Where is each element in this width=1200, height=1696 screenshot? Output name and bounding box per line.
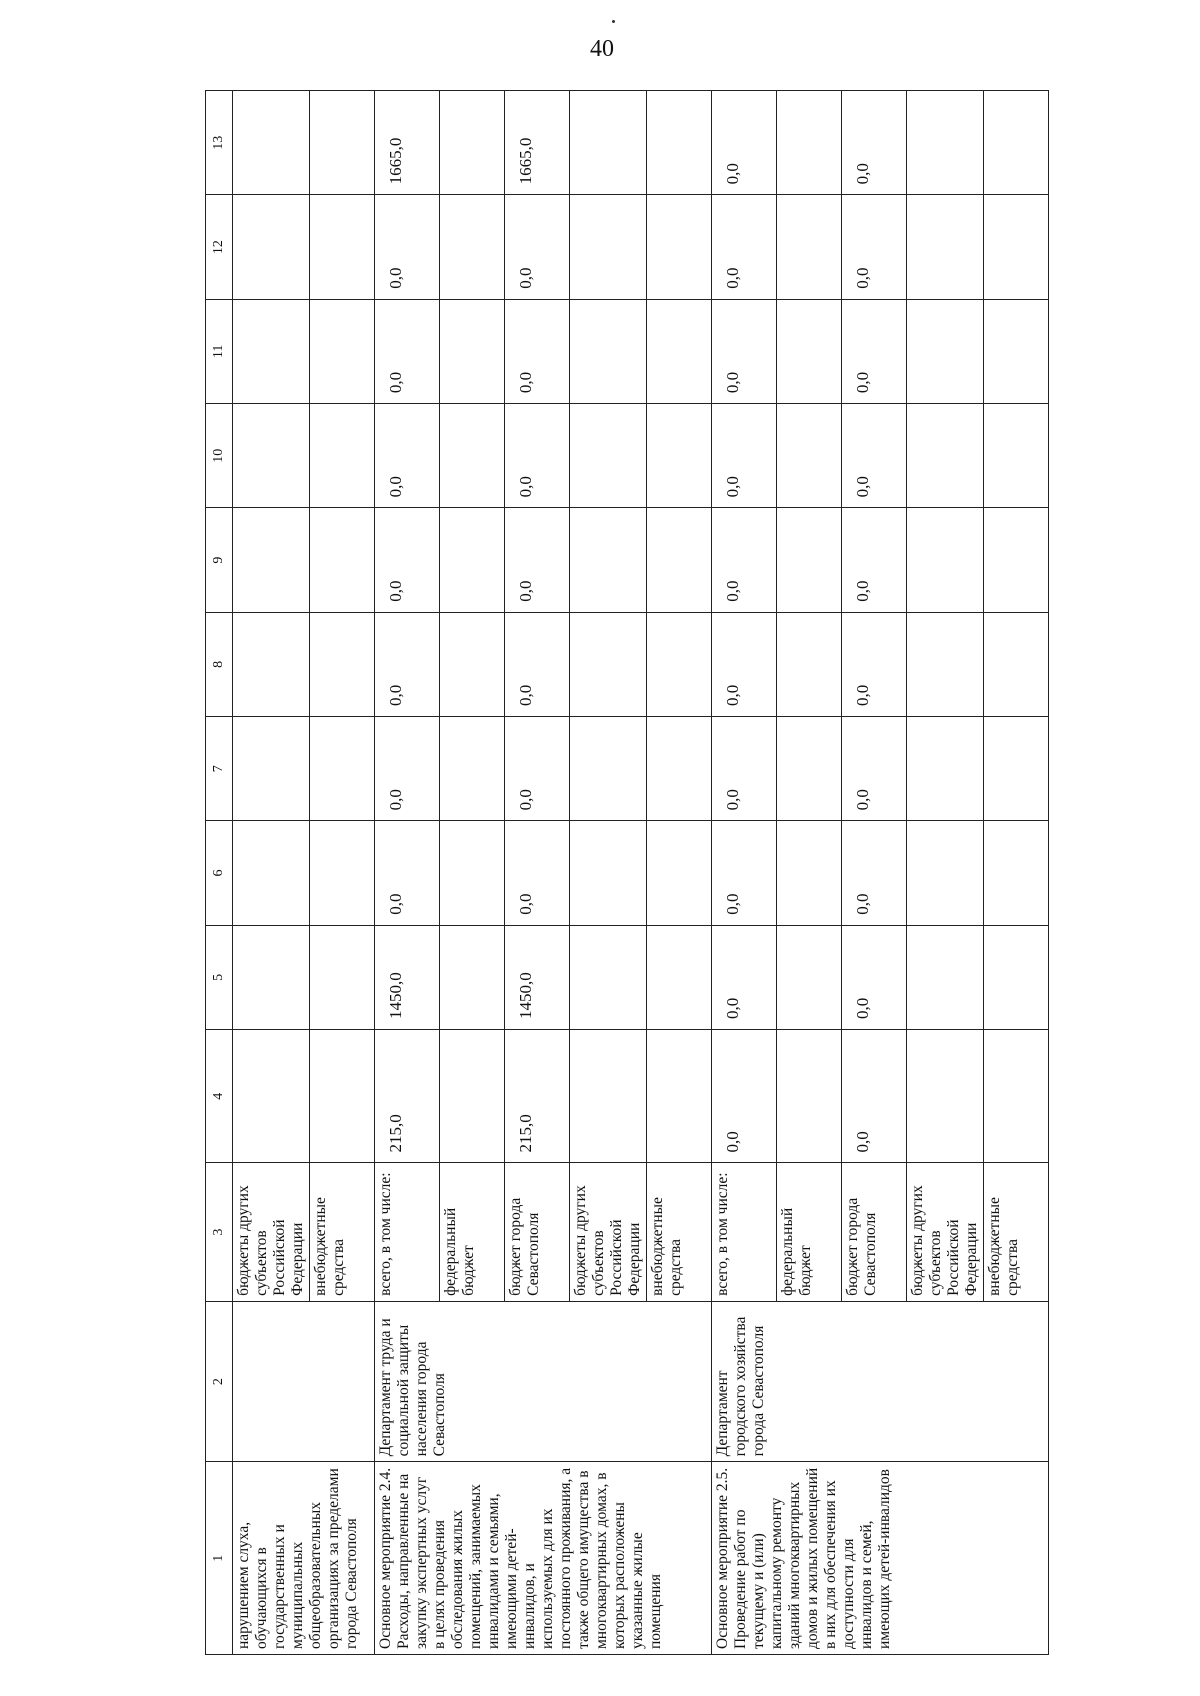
amount-cell: 0,0 bbox=[375, 299, 440, 403]
amount-cell bbox=[233, 717, 310, 821]
amount-cell bbox=[777, 508, 842, 612]
amount-cell bbox=[310, 91, 375, 195]
amount-cell bbox=[310, 1030, 375, 1163]
amount-cell bbox=[310, 195, 375, 299]
table-row bbox=[375, 91, 440, 1655]
amount-cell: 0,0 bbox=[375, 508, 440, 612]
amount-cell bbox=[310, 404, 375, 508]
amount-cell bbox=[310, 508, 375, 612]
amount-cell: 0,0 bbox=[712, 717, 777, 821]
funding-source-cell: бюджет города Севастополя bbox=[842, 1163, 907, 1301]
amount-cell bbox=[984, 91, 1049, 195]
measure-name-cell: Основное мероприятие 2.5. Проведение работ по текущему и (или) капитальному ремонту зданий многоквартирных домов и жилых помещений в них для обеспечения их доступности для инвалидов и семей, имеющих детей-инвалидов bbox=[712, 1462, 1049, 1655]
amount-cell bbox=[647, 821, 712, 925]
amount-cell bbox=[984, 717, 1049, 821]
header-row bbox=[206, 91, 233, 1655]
amount-cell bbox=[907, 612, 984, 716]
amount-cell: 215,0 bbox=[505, 1030, 570, 1163]
amount-cell bbox=[233, 299, 310, 403]
amount-cell bbox=[233, 925, 310, 1029]
funding-source-cell: всего, в том числе: bbox=[712, 1163, 777, 1301]
amount-cell bbox=[647, 1030, 712, 1163]
amount-cell bbox=[984, 404, 1049, 508]
amount-cell bbox=[440, 925, 505, 1029]
amount-cell bbox=[570, 299, 647, 403]
amount-cell: 0,0 bbox=[842, 195, 907, 299]
amount-cell bbox=[777, 91, 842, 195]
amount-cell: 0,0 bbox=[505, 195, 570, 299]
amount-cell bbox=[777, 717, 842, 821]
amount-cell: 0,0 bbox=[842, 717, 907, 821]
amount-cell bbox=[440, 508, 505, 612]
amount-cell bbox=[233, 1030, 310, 1163]
amount-cell: 0,0 bbox=[842, 299, 907, 403]
executor-cell bbox=[233, 1301, 375, 1462]
amount-cell bbox=[647, 717, 712, 821]
amount-cell: 215,0 bbox=[375, 1030, 440, 1163]
amount-cell bbox=[310, 717, 375, 821]
amount-cell bbox=[440, 612, 505, 716]
table-row bbox=[712, 91, 777, 1655]
amount-cell bbox=[647, 508, 712, 612]
amount-cell bbox=[777, 821, 842, 925]
column-header-4: 4 bbox=[206, 1030, 233, 1163]
amount-cell: 0,0 bbox=[842, 925, 907, 1029]
amount-cell bbox=[310, 612, 375, 716]
page-number: 40 bbox=[590, 36, 614, 62]
budget-table bbox=[205, 90, 1049, 1655]
amount-cell: 0,0 bbox=[505, 612, 570, 716]
amount-cell bbox=[907, 821, 984, 925]
amount-cell: 1665,0 bbox=[505, 91, 570, 195]
amount-cell bbox=[984, 925, 1049, 1029]
amount-cell bbox=[777, 925, 842, 1029]
amount-cell bbox=[647, 404, 712, 508]
amount-cell: 0,0 bbox=[712, 1030, 777, 1163]
amount-cell: 0,0 bbox=[505, 508, 570, 612]
executor-cell: Департамент городского хозяйства города Севастополя bbox=[712, 1301, 1049, 1462]
amount-cell: 1450,0 bbox=[505, 925, 570, 1029]
amount-cell: 0,0 bbox=[712, 925, 777, 1029]
amount-cell bbox=[570, 821, 647, 925]
amount-cell bbox=[570, 1030, 647, 1163]
amount-cell: 0,0 bbox=[375, 821, 440, 925]
amount-cell: 1450,0 bbox=[375, 925, 440, 1029]
column-header-10: 10 bbox=[206, 404, 233, 508]
amount-cell bbox=[907, 195, 984, 299]
funding-source-cell: бюджеты других субъектов Российской Федерации bbox=[233, 1163, 310, 1301]
funding-source-cell: внебюджетные средства bbox=[984, 1163, 1049, 1301]
amount-cell bbox=[233, 508, 310, 612]
table-row bbox=[233, 91, 310, 1655]
column-header-3: 3 bbox=[206, 1163, 233, 1301]
amount-cell: 0,0 bbox=[375, 612, 440, 716]
measure-name-cell: Основное мероприятие 2.4. Расходы, направленные на закупку экспертных услуг в целях проведения обследования жилых помещений, занимаемых инвалидами и семьями, имеющими детей-инвалидов, и используемых для их постоянного проживания, а также общего имущества в многоквартирных домах, в которых расположены указанные жилые помещения bbox=[375, 1462, 712, 1655]
column-header-1: 1 bbox=[206, 1462, 233, 1655]
amount-cell bbox=[440, 1030, 505, 1163]
amount-cell: 0,0 bbox=[842, 508, 907, 612]
amount-cell bbox=[570, 612, 647, 716]
amount-cell bbox=[984, 299, 1049, 403]
amount-cell bbox=[570, 195, 647, 299]
amount-cell bbox=[233, 91, 310, 195]
amount-cell bbox=[984, 1030, 1049, 1163]
amount-cell bbox=[907, 299, 984, 403]
amount-cell bbox=[310, 925, 375, 1029]
funding-source-cell: федеральный бюджет bbox=[777, 1163, 842, 1301]
amount-cell bbox=[440, 404, 505, 508]
amount-cell bbox=[233, 821, 310, 925]
column-header-8: 8 bbox=[206, 612, 233, 716]
amount-cell bbox=[570, 925, 647, 1029]
amount-cell bbox=[310, 821, 375, 925]
amount-cell bbox=[440, 195, 505, 299]
amount-cell: 0,0 bbox=[712, 612, 777, 716]
amount-cell bbox=[440, 821, 505, 925]
column-header-13: 13 bbox=[206, 91, 233, 195]
amount-cell bbox=[907, 508, 984, 612]
amount-cell bbox=[984, 195, 1049, 299]
funding-source-cell: бюджет города Севастополя bbox=[505, 1163, 570, 1301]
rotated-table-wrapper bbox=[205, 90, 1075, 1655]
amount-cell bbox=[984, 612, 1049, 716]
amount-cell bbox=[570, 508, 647, 612]
executor-cell: Департамент труда и социальной защиты населения города Севастополя bbox=[375, 1301, 712, 1462]
amount-cell: 0,0 bbox=[505, 821, 570, 925]
amount-cell bbox=[984, 821, 1049, 925]
amount-cell bbox=[647, 299, 712, 403]
amount-cell: 0,0 bbox=[505, 717, 570, 821]
column-header-6: 6 bbox=[206, 821, 233, 925]
amount-cell bbox=[570, 91, 647, 195]
amount-cell bbox=[647, 195, 712, 299]
amount-cell bbox=[777, 195, 842, 299]
amount-cell bbox=[440, 91, 505, 195]
amount-cell: 0,0 bbox=[375, 195, 440, 299]
amount-cell bbox=[233, 404, 310, 508]
amount-cell bbox=[907, 91, 984, 195]
amount-cell: 0,0 bbox=[842, 821, 907, 925]
amount-cell bbox=[777, 1030, 842, 1163]
column-header-12: 12 bbox=[206, 195, 233, 299]
amount-cell: 0,0 bbox=[505, 404, 570, 508]
amount-cell bbox=[570, 717, 647, 821]
amount-cell: 0,0 bbox=[712, 404, 777, 508]
table-body bbox=[233, 91, 1049, 1655]
amount-cell bbox=[647, 91, 712, 195]
amount-cell bbox=[647, 925, 712, 1029]
amount-cell: 0,0 bbox=[712, 508, 777, 612]
funding-source-cell: бюджеты других субъектов Российской Федерации bbox=[570, 1163, 647, 1301]
measure-name-cell: нарушением слуха, обучающихся в государственных и муниципальных общеобразовательных организациях за пределами города Севастополя bbox=[233, 1462, 375, 1655]
amount-cell bbox=[777, 299, 842, 403]
amount-cell bbox=[777, 404, 842, 508]
amount-cell bbox=[907, 404, 984, 508]
scan-speck bbox=[612, 20, 615, 23]
amount-cell bbox=[777, 612, 842, 716]
funding-source-cell: внебюджетные средства bbox=[310, 1163, 375, 1301]
amount-cell: 0,0 bbox=[842, 1030, 907, 1163]
column-header-2: 2 bbox=[206, 1301, 233, 1462]
funding-source-cell: всего, в том числе: bbox=[375, 1163, 440, 1301]
amount-cell bbox=[440, 717, 505, 821]
amount-cell bbox=[233, 195, 310, 299]
amount-cell: 0,0 bbox=[842, 612, 907, 716]
amount-cell bbox=[647, 612, 712, 716]
column-header-11: 11 bbox=[206, 299, 233, 403]
column-header-5: 5 bbox=[206, 925, 233, 1029]
column-header-7: 7 bbox=[206, 717, 233, 821]
amount-cell: 0,0 bbox=[375, 717, 440, 821]
funding-source-cell: внебюджетные средства bbox=[647, 1163, 712, 1301]
amount-cell: 0,0 bbox=[712, 299, 777, 403]
amount-cell bbox=[440, 299, 505, 403]
amount-cell: 0,0 bbox=[712, 195, 777, 299]
funding-source-cell: бюджеты других субъектов Российской Федерации bbox=[907, 1163, 984, 1301]
amount-cell bbox=[310, 299, 375, 403]
amount-cell: 0,0 bbox=[712, 821, 777, 925]
amount-cell bbox=[907, 925, 984, 1029]
funding-source-cell: федеральный бюджет bbox=[440, 1163, 505, 1301]
amount-cell: 1665,0 bbox=[375, 91, 440, 195]
amount-cell: 0,0 bbox=[712, 91, 777, 195]
amount-cell: 0,0 bbox=[375, 404, 440, 508]
amount-cell bbox=[907, 1030, 984, 1163]
amount-cell bbox=[570, 404, 647, 508]
amount-cell bbox=[984, 508, 1049, 612]
amount-cell: 0,0 bbox=[842, 404, 907, 508]
amount-cell: 0,0 bbox=[505, 299, 570, 403]
amount-cell: 0,0 bbox=[842, 91, 907, 195]
amount-cell bbox=[233, 612, 310, 716]
amount-cell bbox=[907, 717, 984, 821]
column-header-9: 9 bbox=[206, 508, 233, 612]
